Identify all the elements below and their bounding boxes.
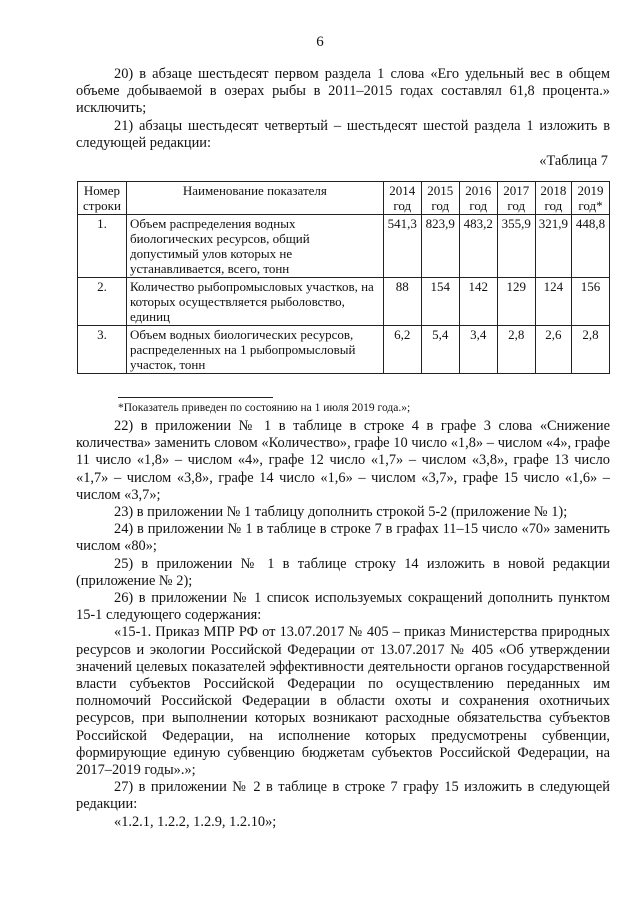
header-year: 2015 год — [421, 182, 459, 215]
lower-text — [76, 418, 610, 831]
upper-text — [76, 66, 610, 152]
header-name: Наименование показателя — [126, 182, 383, 215]
row-value: 541,3 — [383, 215, 421, 278]
header-number: Номер строки — [78, 182, 127, 215]
header-year: 2016 год — [459, 182, 497, 215]
indicators-table — [77, 181, 610, 374]
paragraph-23: 23) в приложении № 1 таблицу дополнить строкой 5-2 (приложение № 1); — [114, 504, 568, 521]
header-year: 2019 год* — [571, 182, 609, 215]
table-label: «Таблица 7 — [539, 153, 608, 169]
row-value: 3,4 — [459, 326, 497, 374]
row-value: 129 — [497, 278, 535, 326]
header-year: 2014 год — [383, 182, 421, 215]
paragraph-22: 22) в приложении № 1 в таблице в строке 4 в графе 3 слова «Снижение количества» заменить словом «Количество», графе 10 число «1,8» – числом «4», графе 11 число «1,8» – числом «4», графе 12 число «1,7» – числом «3,8», графе 13 число «1,7» – числом «3,8», графе 14 число «1,6» – числом «3,7», графе 15 число «1,6» – числом «3,7»; — [76, 418, 610, 503]
quoted-codes: «1.2.1, 1.2.2, 1.2.9, 1.2.10»; — [114, 813, 277, 830]
row-name: Количество рыбопромысловых участков, на которых осуществляется рыболовство, единиц — [126, 278, 383, 326]
row-value: 156 — [571, 278, 609, 326]
row-value: 355,9 — [497, 215, 535, 278]
row-value: 2,8 — [571, 326, 609, 374]
row-number: 2. — [78, 278, 127, 326]
footnote: *Показатель приведен по состоянию на 1 июля 2019 года.»; — [118, 402, 411, 414]
table-row — [78, 278, 610, 326]
header-year: 2017 год — [497, 182, 535, 215]
paragraph-24: 24) в приложении № 1 в таблице в строке 7 в графах 11–15 число «70» заменить числом «80»; — [76, 521, 610, 555]
row-value: 321,9 — [535, 215, 571, 278]
row-value: 142 — [459, 278, 497, 326]
row-value: 448,8 — [571, 215, 609, 278]
row-value: 2,6 — [535, 326, 571, 374]
footnote-divider — [118, 397, 273, 398]
row-value: 823,9 — [421, 215, 459, 278]
row-number: 1. — [78, 215, 127, 278]
row-value: 5,4 — [421, 326, 459, 374]
paragraph-21: 21) абзацы шестьдесят четвертый – шестьдесят шестой раздела 1 изложить в следующей редакции: — [76, 117, 610, 151]
header-year: 2018 год — [535, 182, 571, 215]
row-value: 6,2 — [383, 326, 421, 374]
paragraph-25: 25) в приложении № 1 в таблице строку 14 изложить в новой редакции (приложение № 2); — [76, 555, 610, 589]
row-value: 88 — [383, 278, 421, 326]
row-name: Объем распределения водных биологических ресурсов, общий допустимый улов которых не устанавливается, всего, тонн — [126, 215, 383, 278]
paragraph-27: 27) в приложении № 2 в таблице в строке 7 графу 15 изложить в следующей редакции: — [76, 779, 610, 813]
table-header-row — [78, 182, 610, 215]
quoted-item-15-1: «15-1. Приказ МПР РФ от 13.07.2017 № 405 – приказ Министерства природных ресурсов и экологии Российской Федерации от 13.07.2017 № 405 «Об утверждении значений целевых показателей эффективности деятельности органов государственной власти субъектов Российской Федерации по осуществлению переданных им полномочий Российской Федерации в области охоты и сохранения охотничьих ресурсов, при выполнении которых возникают расходные обязательства субъектов Российской Федерации, на исполнение которых предусмотрены субвенции, формирующие единую субвенцию бюджетам субъектов Российской Федерации, на 2017–2019 годы».»; — [76, 624, 610, 779]
paragraph-26: 26) в приложении № 1 список используемых сокращений дополнить пунктом 15-1 следующего содержания: — [76, 590, 610, 624]
table-row — [78, 215, 610, 278]
row-number: 3. — [78, 326, 127, 374]
paragraph-20: 20) в абзаце шестьдесят первом раздела 1 слова «Его удельный вес в общем объеме добываемой в озерах рыбы в 2011–2015 годах составлял 61,8 процента.» исключить; — [76, 66, 610, 117]
row-value: 154 — [421, 278, 459, 326]
row-value: 124 — [535, 278, 571, 326]
row-name: Объем водных биологических ресурсов, распределенных на 1 рыбопромысловый участок, тонн — [126, 326, 383, 374]
page-number: 6 — [316, 34, 324, 50]
row-value: 2,8 — [497, 326, 535, 374]
row-value: 483,2 — [459, 215, 497, 278]
table-row — [78, 326, 610, 374]
